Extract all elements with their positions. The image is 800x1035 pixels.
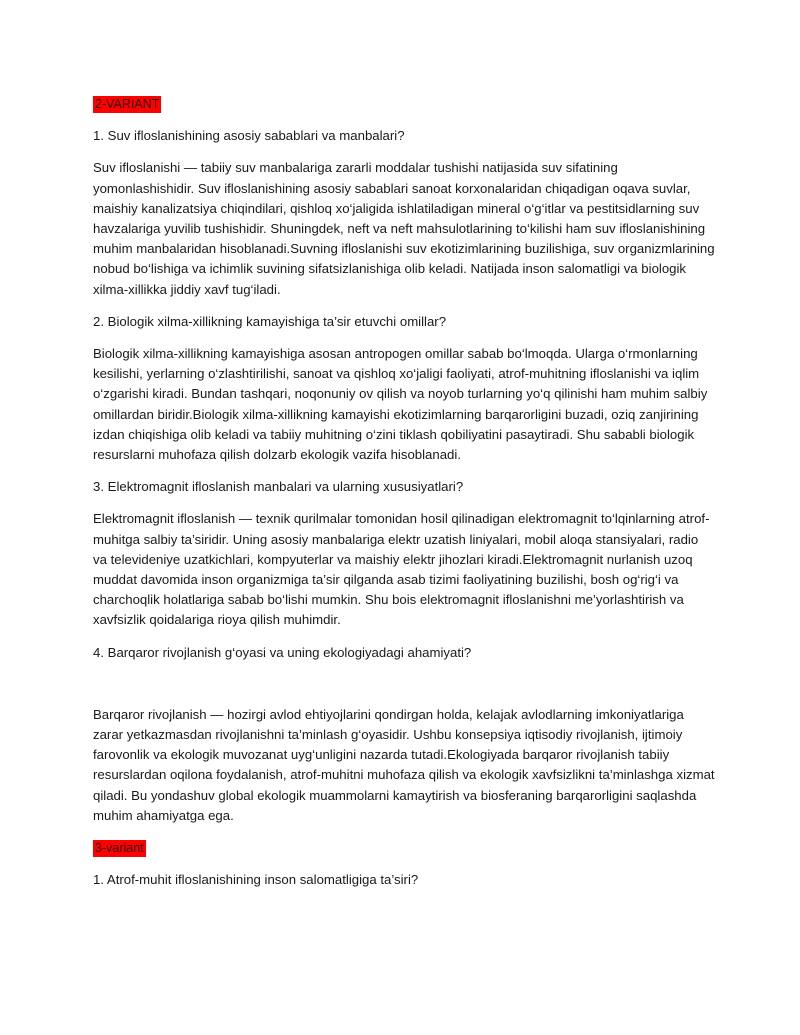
variant-2-heading — [93, 838, 715, 858]
variant-2-label: 3-variant — [95, 841, 144, 856]
variant-label: 2-VARIANT — [95, 97, 160, 111]
question-4: 4. Barqaror rivojlanish g‘oyasi va uning ekologiyadagi ahamiyati? — [93, 644, 472, 660]
question-2: 2. Biologik xilma-xillikning kamayishiga ta’sir etuvchi omillar? — [93, 313, 447, 329]
blank-space — [93, 675, 715, 705]
question-1: 1. Suv ifloslanishining asosiy sabablari va manbalari? — [93, 128, 405, 144]
variant-2-question-1: 1. Atrof-muhit ifloslanishining inson salomatligiga ta’siri? — [93, 872, 419, 888]
answer-1: Suv ifloslanishi — tabiiy suv manbalariga zararli moddalar tushishi natijasida suv sifatining yomonlashishidir. Suv ifloslanishining asosiy sabablari sanoat korxonalaridan chiqadigan oqava suvlar, maishiy kanalizatsiya chiqindilari, qishloq xo‘jaligida ishlatiladigan mineral o‘g‘itlar va pestitsidlarning suv havzalariga yuvilib tushishidir. Shuningdek, neft va neft mahsulotlarining to‘kilishi ham suv ifloslanishining muhim manbalaridan hisoblanadi.Suvning ifloslanishi suv ekotizimlarining buzilishiga, suv organizmlarining nobud bo‘lishiga va ichimlik suvining sifatsizlanishiga olib keladi. Natijada inson salomatligi va biologik xilma-xillikka jiddiy xavf tug‘iladi. — [93, 160, 715, 297]
answer-4: Barqaror rivojlanish — hozirgi avlod ehtiyojlarini qondirgan holda, kelajak avlodlarning imkoniyatlariga zarar yetkazmasdan rivojlanishni ta’minlash g‘oyasidir. Ushbu konsepsiya iqtisodiy rivojlanish, ijtimoiy farovonlik va ekologik muvozanat uyg‘unligini nazarda tutadi.Ekologiyada barqaror rivojlanish tabiiy resurslardan oqilona foydalanish, atrof-muhitni muhofaza qilish va ekologik xavfsizlikni ta’minlashga xizmat qiladi. Bu yondashuv global ekologik muammolarni kamaytirish va biosferaning barqarorligini saqlashda muhim ahamiyatga ega. — [93, 706, 715, 823]
document-page — [93, 94, 715, 903]
variant-heading — [93, 94, 715, 114]
answer-3: Elektromagnit ifloslanish — texnik qurilmalar tomonidan hosil qilinadigan elektromagnit to‘lqinlarning atrof-muhitga salbiy ta’siridir. Uning asosiy manbalariga elektr uzatish liniyalari, mobil aloqa stansiyalari, radio va televideniye uzatkichlari, kompyuterlar va maishiy elektr jihozlari kiradi.Elektromagnit nurlanish uzoq muddat davomida inson organizmiga ta’sir qilganda asab tizimi faoliyatining buzilishi, bosh og‘rig‘i va charchoqlik holatlariga sabab bo‘lishi mumkin. Shu bois elektromagnit ifloslanishni me’yorlashtirish va xavfsizlik qoidalariga rioya qilish muhimdir. — [93, 511, 710, 628]
answer-2: Biologik xilma-xillikning kamayishiga asosan antropogen omillar sabab bo‘lmoqda. Ularga o‘rmonlarning kesilishi, yerlarning o‘zlashtirilishi, sanoat va qishloq xo‘jaligi faoliyati, atrof-muhitning ifloslanishi va iqlim o‘zgarishi kiradi. Bundan tashqari, noqonuniy ov qilish va noyob turlarning yo‘q qilinishi ham muhim salbiy omillardan biridir.Biologik xilma-xillikning kamayishi ekotizimlarning barqarorligini buzadi, oziq zanjirining izdan chiqishiga olib keladi va tabiiy muhitning o‘zini tiklash qobiliyatini pasaytiradi. Shu sababli biologik resurslarni muhofaza qilish dolzarb ekologik vazifa hisoblanadi. — [93, 346, 708, 463]
question-3: 3. Elektromagnit ifloslanish manbalari va ularning xususiyatlari? — [93, 479, 464, 495]
